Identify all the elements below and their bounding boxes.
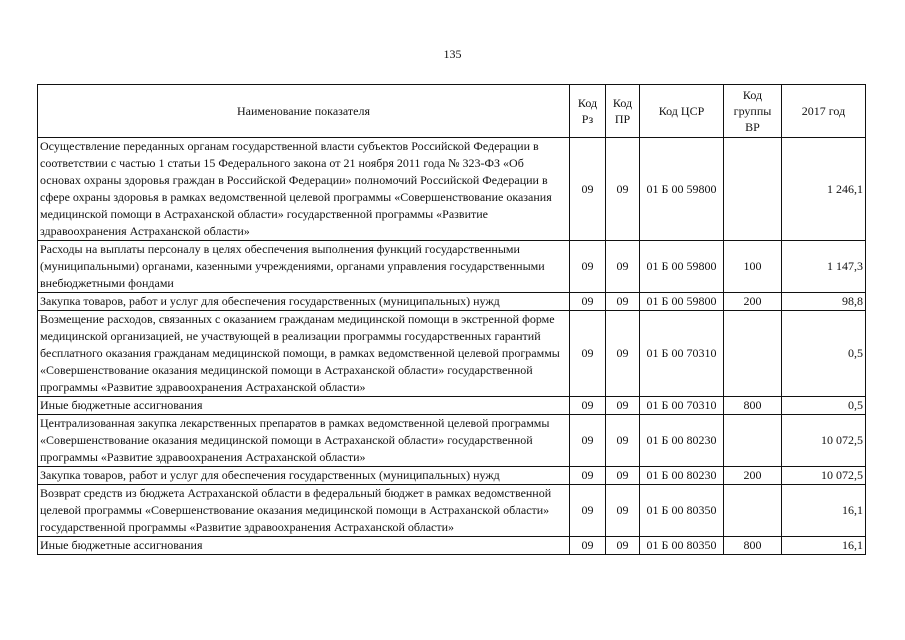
row-vr: 200: [724, 293, 782, 311]
row-vr: 800: [724, 537, 782, 555]
row-rz: 09: [570, 485, 606, 537]
table-header-row: [38, 85, 866, 138]
table-row: [38, 138, 866, 241]
table-row: [38, 415, 866, 467]
header-csr: Код ЦСР: [640, 85, 724, 138]
row-vr: [724, 415, 782, 467]
header-vr: Код группы ВР: [724, 85, 782, 138]
row-pr: 09: [606, 397, 640, 415]
row-csr: 01 Б 00 80230: [640, 467, 724, 485]
row-amount: 10 072,5: [782, 415, 866, 467]
row-pr: 09: [606, 467, 640, 485]
header-pr: Код ПР: [606, 85, 640, 138]
header-rz: Код Рз: [570, 85, 606, 138]
row-vr: 200: [724, 467, 782, 485]
row-csr: 01 Б 00 80230: [640, 415, 724, 467]
row-csr: 01 Б 00 59800: [640, 241, 724, 293]
row-amount: 98,8: [782, 293, 866, 311]
row-rz: 09: [570, 415, 606, 467]
row-name: Возврат средств из бюджета Астраханской области в федеральный бюджет в рамках ведомственной целевой программы «Совершенствование оказания медицинской помощи в Астраханской области» государственной программы «Развитие здравоохранения Астраханской области»: [38, 485, 570, 537]
row-pr: 09: [606, 537, 640, 555]
table-row: [38, 293, 866, 311]
budget-table: [37, 84, 866, 555]
row-vr: [724, 311, 782, 397]
row-pr: 09: [606, 415, 640, 467]
row-amount: 10 072,5: [782, 467, 866, 485]
header-name: Наименование показателя: [38, 85, 570, 138]
row-rz: 09: [570, 138, 606, 241]
row-rz: 09: [570, 311, 606, 397]
row-csr: 01 Б 00 59800: [640, 293, 724, 311]
row-csr: 01 Б 00 70310: [640, 397, 724, 415]
row-amount: 1 246,1: [782, 138, 866, 241]
row-rz: 09: [570, 397, 606, 415]
row-csr: 01 Б 00 70310: [640, 311, 724, 397]
row-amount: 16,1: [782, 537, 866, 555]
row-amount: 0,5: [782, 397, 866, 415]
row-vr: [724, 485, 782, 537]
row-amount: 1 147,3: [782, 241, 866, 293]
header-year: 2017 год: [782, 85, 866, 138]
row-name: Возмещение расходов, связанных с оказанием гражданам медицинской помощи в экстренной форме медицинской организацией, не участвующей в реализации программы государственных гарантий бесплатного оказания гражданам медицинской помощи, в рамках ведомственной целевой программы «Совершенствование оказания медицинской помощи в Астраханской области» государственной программы «Развитие здравоохранения Астраханской области»: [38, 311, 570, 397]
row-pr: 09: [606, 311, 640, 397]
row-amount: 0,5: [782, 311, 866, 397]
table-row: [38, 241, 866, 293]
row-rz: 09: [570, 241, 606, 293]
table-row: [38, 467, 866, 485]
row-rz: 09: [570, 293, 606, 311]
row-name: Иные бюджетные ассигнования: [38, 397, 570, 415]
table-row: [38, 311, 866, 397]
row-vr: [724, 138, 782, 241]
row-csr: 01 Б 00 59800: [640, 138, 724, 241]
row-name: Расходы на выплаты персоналу в целях обеспечения выполнения функций государственными (муниципальными) органами, казенными учреждениями, органами управления государственными внебюджетными фондами: [38, 241, 570, 293]
row-name: Закупка товаров, работ и услуг для обеспечения государственных (муниципальных) нужд: [38, 293, 570, 311]
row-rz: 09: [570, 467, 606, 485]
table-row: [38, 485, 866, 537]
row-vr: 100: [724, 241, 782, 293]
row-name: Централизованная закупка лекарственных препаратов в рамках ведомственной целевой программы «Совершенствование оказания медицинской помощи в Астраханской области» государственной программы «Развитие здравоохранения Астраханской области»: [38, 415, 570, 467]
row-rz: 09: [570, 537, 606, 555]
row-name: Иные бюджетные ассигнования: [38, 537, 570, 555]
row-vr: 800: [724, 397, 782, 415]
table-row: [38, 537, 866, 555]
row-csr: 01 Б 00 80350: [640, 537, 724, 555]
row-pr: 09: [606, 138, 640, 241]
row-pr: 09: [606, 293, 640, 311]
row-name: Осуществление переданных органам государственной власти субъектов Российской Федерации в соответствии с частью 1 статьи 15 Федерального закона от 21 ноября 2011 года № 323-ФЗ «Об основах охраны здоровья граждан в Российской Федерации» полномочий Российской Федерации в сфере охраны здоровья в рамках ведомственной целевой программы «Совершенствование оказания медицинской помощи в Астраханской области» государственной программы «Развитие здравоохранения Астраханской области»: [38, 138, 570, 241]
row-pr: 09: [606, 485, 640, 537]
table-row: [38, 397, 866, 415]
row-amount: 16,1: [782, 485, 866, 537]
row-csr: 01 Б 00 80350: [640, 485, 724, 537]
row-pr: 09: [606, 241, 640, 293]
row-name: Закупка товаров, работ и услуг для обеспечения государственных (муниципальных) нужд: [38, 467, 570, 485]
page-number: 135: [443, 47, 462, 61]
